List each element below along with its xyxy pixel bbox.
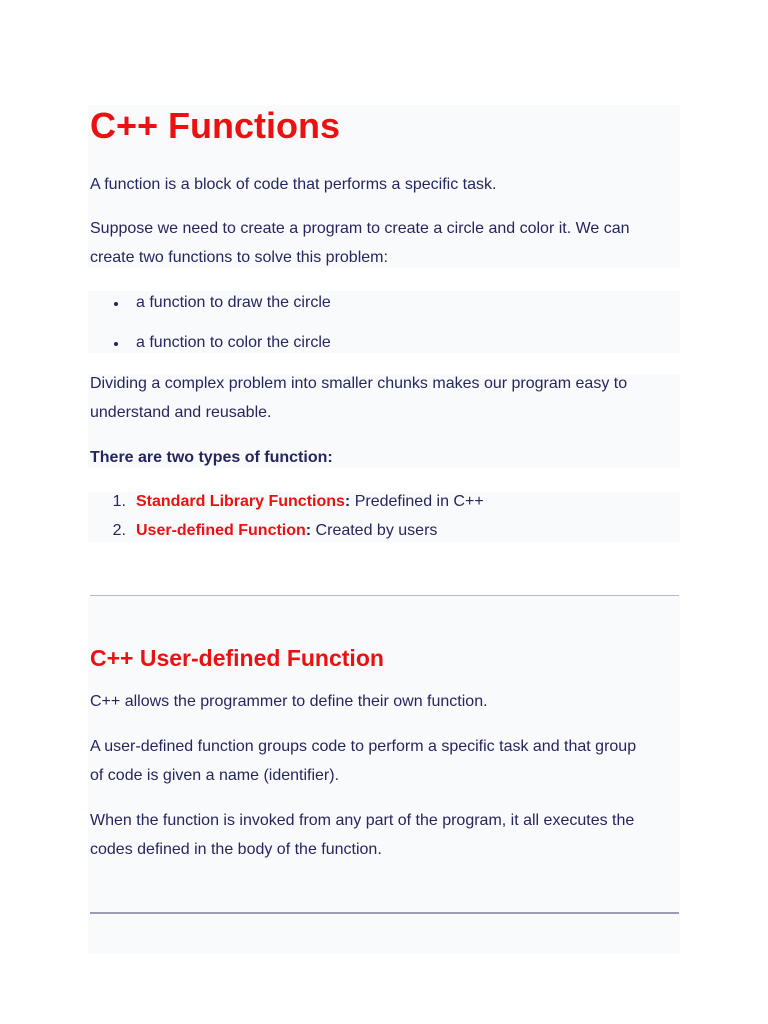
list-item: a function to draw the circle [136, 294, 331, 311]
paragraph-line: of code is given a name (identifier). [90, 767, 340, 784]
function-type-name: User-defined Function [136, 522, 306, 539]
list-item: a function to color the circle [136, 334, 331, 351]
colon: : [305, 522, 312, 539]
list-number: 2. [112, 522, 126, 539]
list-item [136, 516, 437, 545]
page-title: C++ Functions [90, 105, 341, 146]
paragraph-line: Suppose we need to create a program to create a circle and color it. We can [90, 220, 630, 237]
bullet-icon [114, 342, 118, 346]
section-divider [90, 595, 679, 596]
list-number: 1. [112, 493, 126, 510]
function-type-desc: Predefined in C++ [350, 493, 484, 510]
function-type-desc: Created by users [311, 522, 438, 539]
section-divider [90, 912, 679, 914]
list-item [136, 487, 484, 516]
intro-paragraph: A function is a block of code that performs a specific task. [90, 176, 497, 193]
paragraph-line: A user-defined function groups code to perform a specific task and that group [90, 738, 637, 755]
paragraph-line: codes defined in the body of the function. [90, 841, 382, 858]
paragraph-line: create two functions to solve this problem: [90, 249, 388, 266]
paragraph-line: C++ allows the programmer to define their own function. [90, 693, 488, 710]
colon: : [344, 493, 351, 510]
paragraph-line: When the function is invoked from any part of the program, it all executes the [90, 812, 635, 829]
paragraph-line: Dividing a complex problem into smaller chunks makes our program easy to [90, 375, 628, 392]
types-heading: There are two types of function: [90, 449, 333, 466]
section-title: C++ User-defined Function [90, 645, 384, 671]
function-type-name: Standard Library Functions [136, 493, 345, 510]
bullet-icon [114, 302, 118, 306]
paragraph-line: understand and reusable. [90, 404, 272, 421]
